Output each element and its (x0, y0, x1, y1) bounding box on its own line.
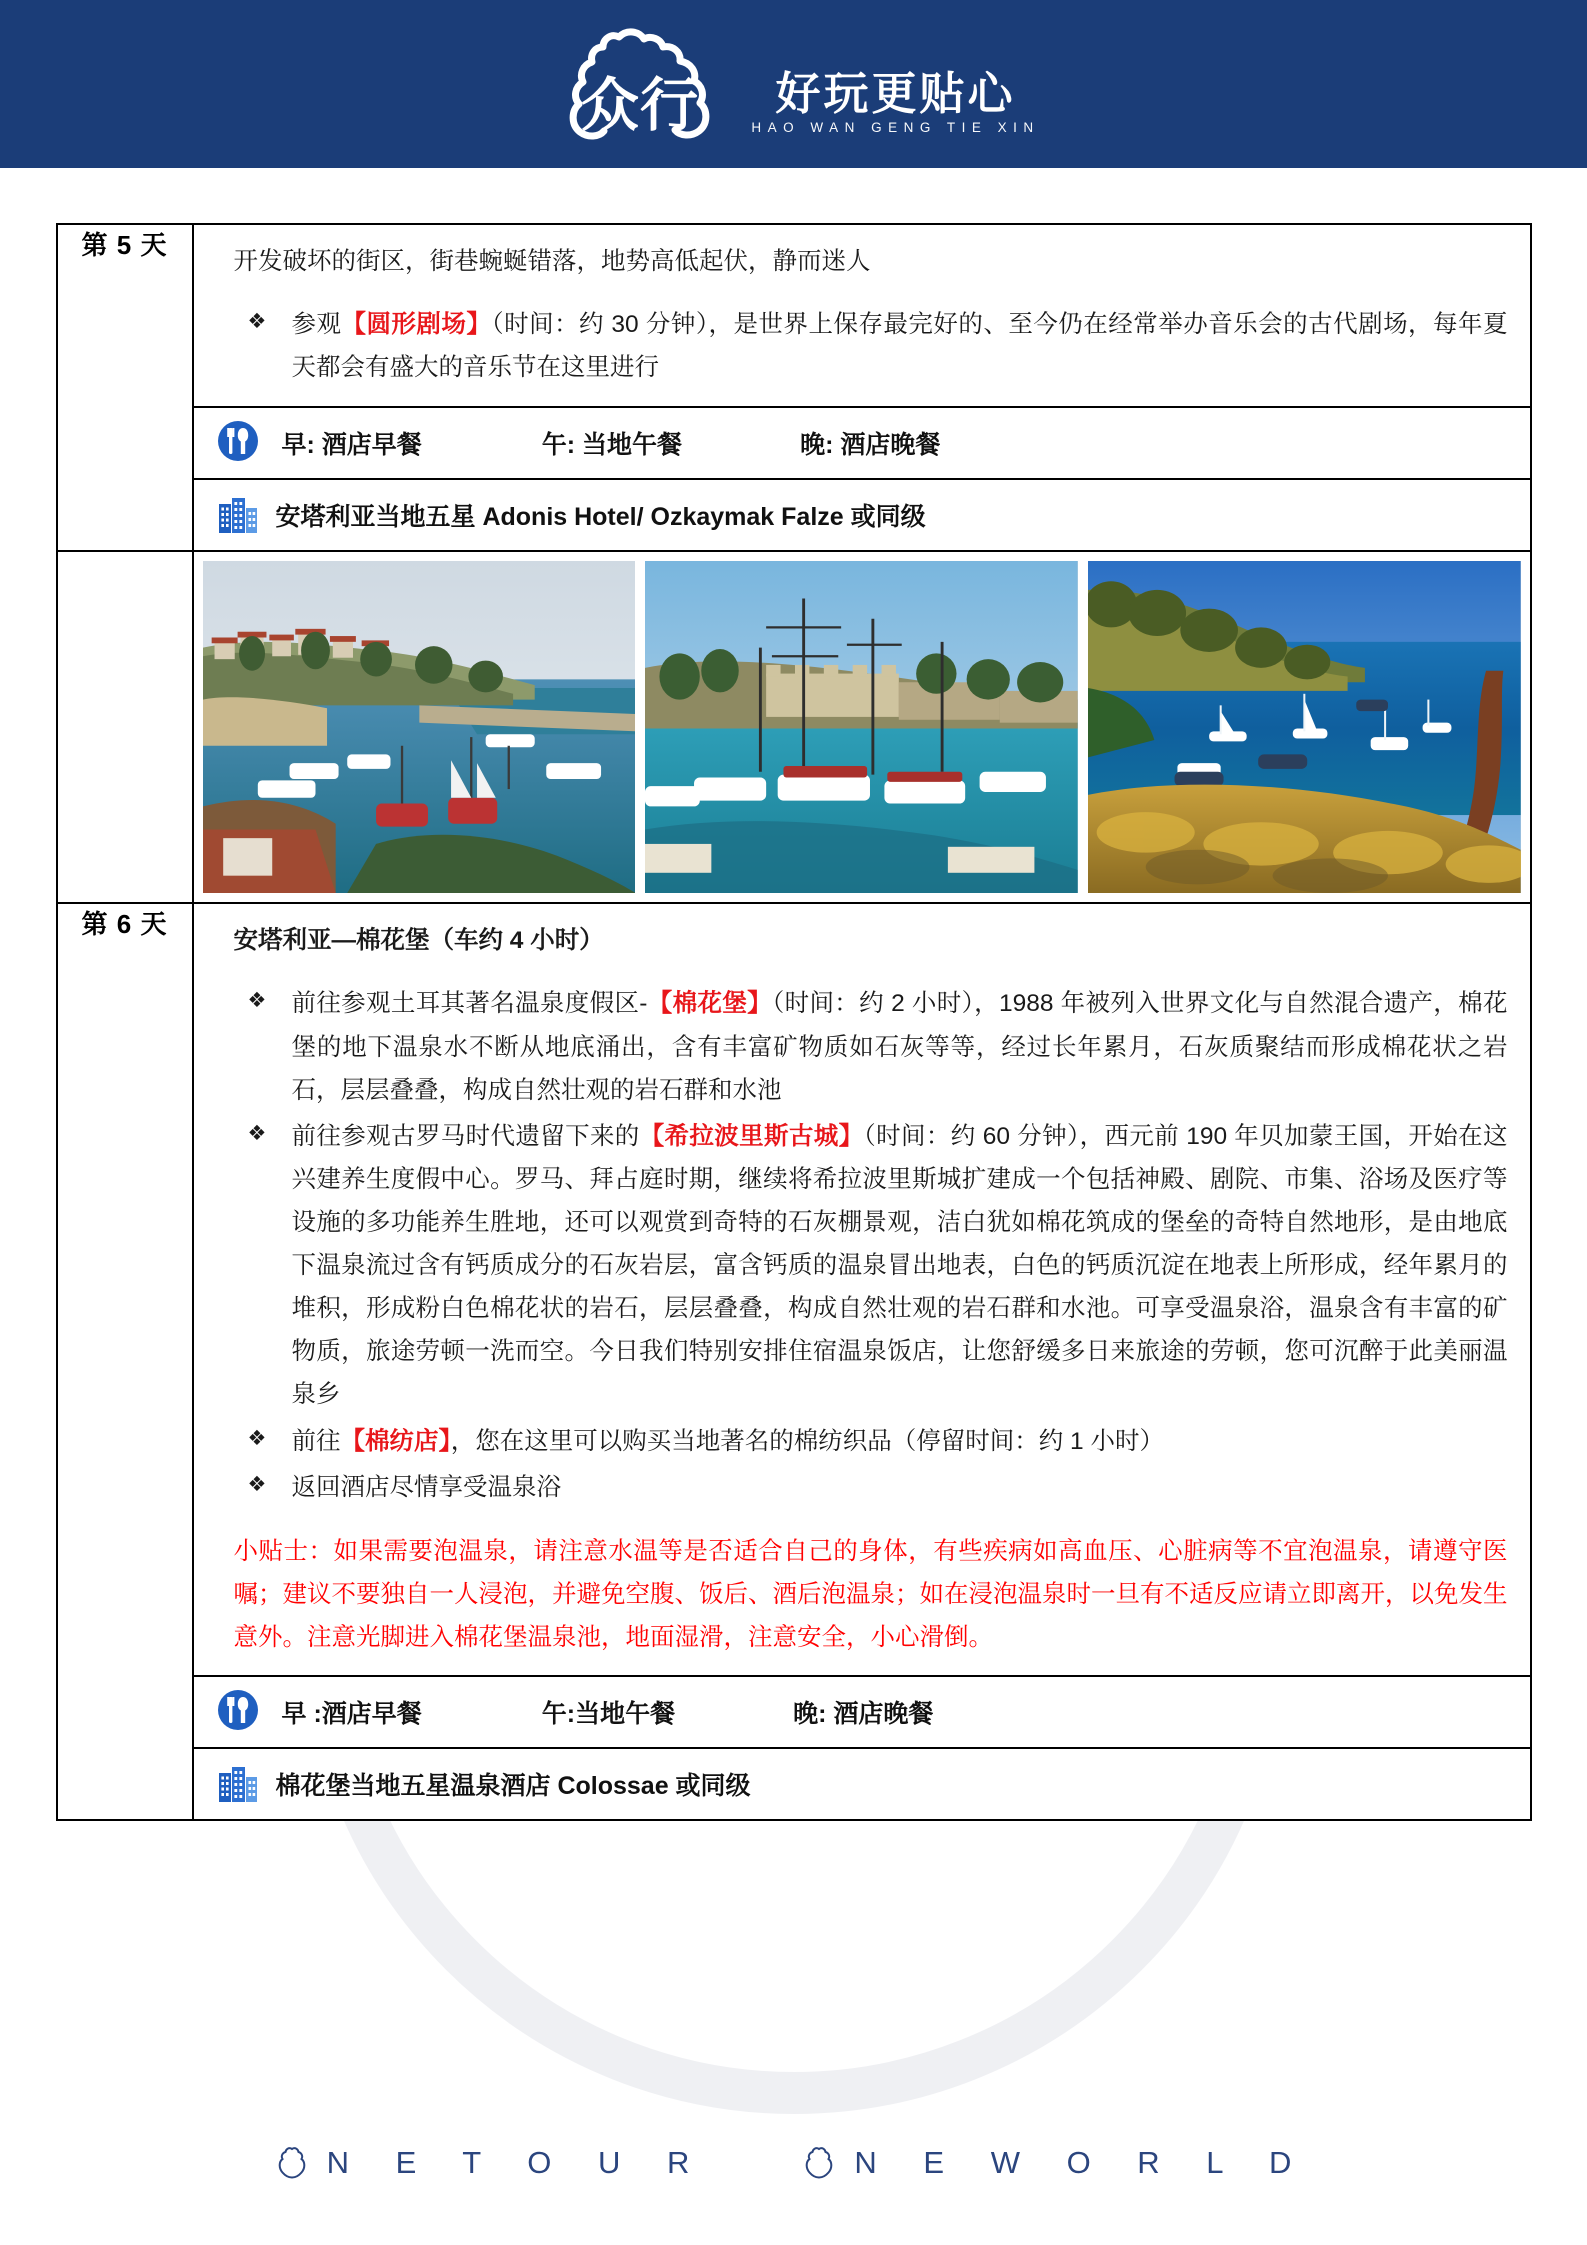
bullet-seg-plain: 返回酒店尽情享受温泉浴 (291, 1473, 561, 1501)
footer-right-group (804, 2145, 1310, 2181)
list-item (234, 1115, 1508, 1417)
day6-hotel-row (194, 1749, 1530, 1819)
bullet-seg-highlight: 【棉纺店】 (340, 1427, 451, 1455)
day6-meal-items (260, 1694, 1514, 1730)
day6-description (194, 904, 1530, 1677)
footer-left-group (277, 2145, 709, 2181)
bullet-seg-plain: 前往参观土耳其著名温泉度假区- (291, 990, 648, 1018)
bullet-seg-plain-2: （时间：约 30 分钟），是世界上保存最完好的、至今仍在经常举办音乐会的古代剧场，每年夏天都会有盛大的音乐节在这里进行 (291, 311, 1508, 382)
breakfast-label: 早: 酒店早餐 (281, 431, 422, 460)
day6-tips-text: 小贴士：如果需要泡温泉，请注意水温等是否适合自己的身体，有些疾病如高血压、心脏病等不宜泡温泉，请遵守医嘱；建议不要独自一人浸泡，并避免空腹、饭后、酒后泡温泉；如在浸泡温泉时一旦有不适反应请立即离开，以免发生意外。注意光脚进入棉花堡温泉池，地面湿滑，注意安全，小心滑倒。 (233, 1537, 1508, 1651)
cloud-logo-icon (547, 25, 733, 151)
breakfast-label: 早 :酒店早餐 (281, 1700, 422, 1729)
day5-meal-items (260, 425, 1514, 461)
itinerary-sheet (0, 171, 1587, 1821)
photo-mediterranean-bay (1088, 561, 1521, 893)
building-icon (216, 1761, 260, 1808)
day5-meals-row (194, 408, 1530, 480)
photo-strip (194, 552, 1530, 902)
brand-logo (547, 25, 1039, 151)
bullet-diamond-icon: ❖ (247, 1472, 267, 1496)
building-icon (216, 492, 260, 539)
list-item (234, 1466, 1508, 1509)
cloud-o-icon (804, 2146, 834, 2180)
itinerary-table (56, 223, 1532, 1821)
day6-meals-row (194, 1677, 1530, 1749)
day6-title: 安塔利亚—棉花堡（车约 4 小时） (233, 927, 604, 955)
bullet-seg-plain-2: ，您在这里可以购买当地著名的棉纺织品（停留时间：约 1 小时） (450, 1427, 1164, 1455)
list-item (234, 303, 1508, 389)
bullet-seg-plain: 参观 (291, 311, 342, 339)
dinner-label: 晚: 酒店晚餐 (800, 431, 941, 460)
day5-bullet-list (194, 297, 1530, 406)
page-header (0, 0, 1587, 168)
bullet-seg-highlight: 【圆形剧场】 (341, 311, 492, 339)
bullet-seg-plain-2: （时间：约 2 小时），1988 年被列入世界文化与自然混合遗产，棉花堡的地下温泉水不断从地底涌出，含有丰富矿物质如石灰等等，经过长年累月，石灰质聚结而形成棉花状之岩石，层层叠叠，构成自然壮观的岩石群和水池 (291, 990, 1508, 1104)
day5-hotel-row (194, 480, 1530, 550)
bullet-seg-plain-2: （时间：约 60 分钟），西元前 190 年贝加蒙王国，开始在这兴建养生度假中心。罗马、拜占庭时期，继续将希拉波里斯城扩建成一个包括神殿、剧院、市集、浴场及医疗等设施的多功能养生胜地，还可以观赏到奇特的石灰棚景观，洁白犹如棉花筑成的堡垒的奇特自然地形，是由地底下温泉流过含有钙质成分的石灰岩层，富含钙质的温泉冒出地表，白色的钙质沉淀在地表上所形成，经年累月的堆积，形成粉白色棉花状的岩石，层层叠叠，构成自然壮观的岩石群和水池。可享受温泉浴，温泉含有丰富的矿物质，旅途劳顿一洗而空。今日我们特别安排住宿温泉饭店，让您舒缓多日来旅途的劳顿，您可沉醉于此美丽温泉乡 (291, 1122, 1508, 1409)
day-label-6: 第 6 天 (57, 903, 193, 1820)
day6-bullet-list (194, 976, 1530, 1525)
bullet-diamond-icon: ❖ (247, 989, 267, 1013)
day5-content (193, 224, 1531, 551)
day5-description (194, 225, 1530, 408)
brand-slogan: 好玩更贴心 (775, 68, 1016, 119)
table-row-day6 (57, 903, 1531, 1820)
photo-strip-cell (193, 551, 1531, 903)
bullet-seg-highlight: 【希拉波里斯古城】 (639, 1122, 864, 1150)
bullet-diamond-icon: ❖ (247, 310, 267, 334)
table-row-day5 (57, 224, 1531, 551)
day5-hotel-name: 安塔利亚当地五星 Adonis Hotel/ Ozkaymak Falze 或同级 (275, 503, 926, 532)
dinner-label: 晚: 酒店晚餐 (793, 1700, 934, 1729)
day-label-spacer (57, 551, 193, 903)
lunch-label: 午: 当地午餐 (541, 431, 683, 460)
day5-intro-text: 开发破坏的街区，街巷蜿蜒错落，地势高低起伏，静而迷人 (233, 248, 871, 275)
bullet-diamond-icon: ❖ (247, 1426, 267, 1450)
lunch-label: 午:当地午餐 (541, 1700, 676, 1729)
page-footer (0, 2145, 1587, 2181)
bullet-seg-highlight: 【棉花堡】 (647, 990, 773, 1018)
day6-content (193, 903, 1531, 1820)
footer-left-text: N E T O U R (326, 2145, 709, 2180)
cutlery-icon (216, 1688, 260, 1737)
photo-antalya-marina (645, 561, 1078, 893)
footer-right-text: N E W O R L D (854, 2145, 1311, 2180)
cutlery-icon (216, 419, 260, 468)
cloud-o-icon (277, 2146, 307, 2180)
bullet-diamond-icon: ❖ (247, 1121, 267, 1145)
svg-text:众行: 众行 (581, 73, 700, 138)
bullet-seg-plain: 前往 (291, 1427, 341, 1455)
table-row-photos (57, 551, 1531, 903)
photo-antalya-harbor (203, 561, 636, 893)
list-item (234, 982, 1508, 1111)
day6-hotel-name: 棉花堡当地五星温泉酒店 Colossae 或同级 (275, 1772, 751, 1801)
bullet-seg-plain: 前往参观古罗马时代遗留下来的 (291, 1122, 640, 1150)
brand-slogan-pinyin: HAO WAN GENG TIE XIN (751, 120, 1040, 135)
list-item (234, 1420, 1508, 1463)
header-divider (0, 168, 1587, 171)
day-label-5: 第 5 天 (57, 224, 193, 551)
